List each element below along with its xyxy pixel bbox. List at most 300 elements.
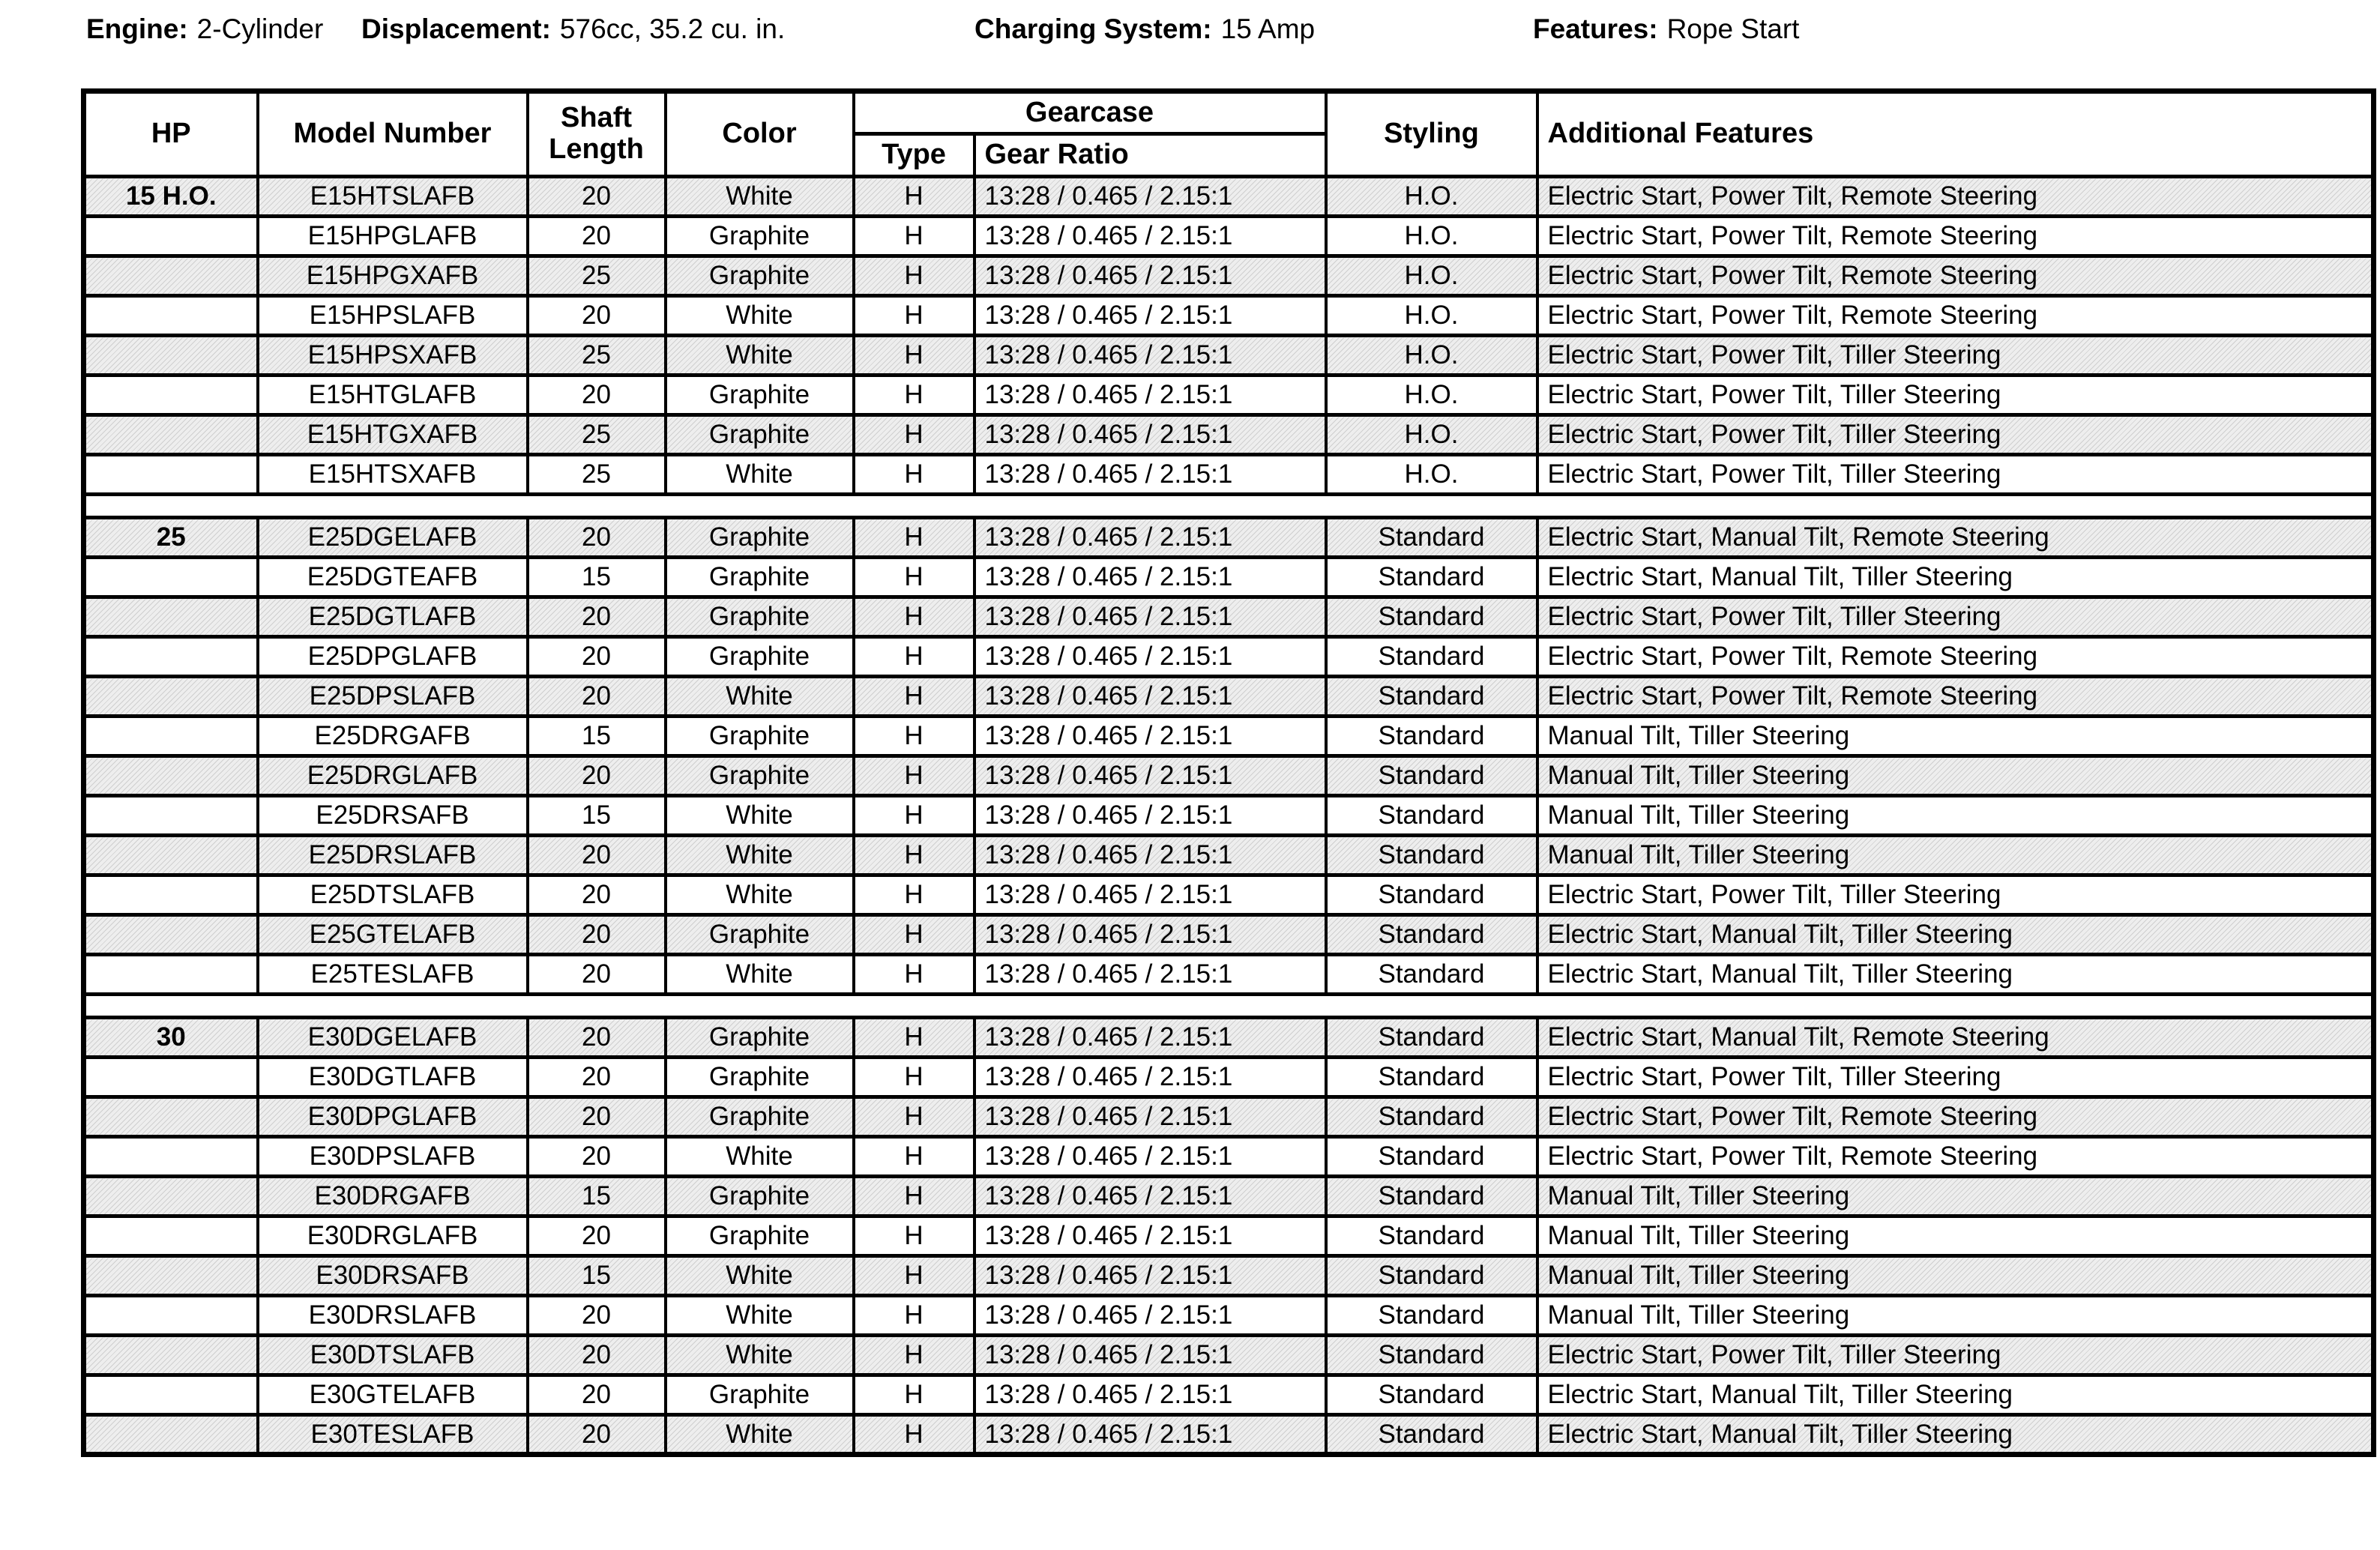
color-cell: Graphite	[666, 597, 854, 637]
table-row	[84, 1336, 2374, 1375]
charging-system-label: Charging System:	[974, 13, 1212, 44]
type-cell: H	[854, 915, 974, 955]
shaft-cell: 20	[528, 1058, 666, 1097]
color-cell: Graphite	[666, 717, 854, 756]
features-cell: Electric Start, Manual Tilt, Tiller Steering	[1537, 558, 2374, 597]
styling-cell: Standard	[1326, 1216, 1537, 1256]
model-cell: E30TESLAFB	[258, 1415, 528, 1455]
model-cell: E25DPGLAFB	[258, 637, 528, 677]
model-cell: E25DRGAFB	[258, 717, 528, 756]
charging-system-value: 15 Amp	[1220, 13, 1316, 44]
hp-cell	[84, 415, 258, 455]
type-cell: H	[854, 875, 974, 915]
table-row	[84, 177, 2374, 217]
model-cell: E15HTSXAFB	[258, 455, 528, 495]
type-cell: H	[854, 955, 974, 995]
shaft-cell: 20	[528, 1296, 666, 1336]
model-cell: E15HTGLAFB	[258, 376, 528, 415]
hp-cell	[84, 756, 258, 796]
ratio-cell: 13:28 / 0.465 / 2.15:1	[974, 597, 1326, 637]
engine-label: Engine:	[86, 13, 188, 44]
table-row	[84, 558, 2374, 597]
shaft-cell: 20	[528, 1336, 666, 1375]
shaft-cell: 20	[528, 376, 666, 415]
type-cell: H	[854, 1018, 974, 1058]
group-separator-row	[84, 995, 2374, 1018]
model-cell: E25TESLAFB	[258, 955, 528, 995]
features-cell: Electric Start, Power Tilt, Tiller Steering	[1537, 1336, 2374, 1375]
table-row	[84, 955, 2374, 995]
model-cell: E25DGTLAFB	[258, 597, 528, 637]
model-cell: E15HTSLAFB	[258, 177, 528, 217]
ratio-cell: 13:28 / 0.465 / 2.15:1	[974, 376, 1326, 415]
ratio-cell: 13:28 / 0.465 / 2.15:1	[974, 518, 1326, 558]
model-cell: E15HPGLAFB	[258, 217, 528, 256]
ratio-cell: 13:28 / 0.465 / 2.15:1	[974, 1137, 1326, 1177]
color-cell: White	[666, 1256, 854, 1296]
ratio-cell: 13:28 / 0.465 / 2.15:1	[974, 415, 1326, 455]
header-row-1	[84, 91, 2374, 134]
shaft-cell: 15	[528, 1256, 666, 1296]
shaft-cell: 20	[528, 875, 666, 915]
ratio-cell: 13:28 / 0.465 / 2.15:1	[974, 1216, 1326, 1256]
model-cell: E30DRGAFB	[258, 1177, 528, 1216]
table-row	[84, 756, 2374, 796]
shaft-cell: 20	[528, 177, 666, 217]
styling-cell: Standard	[1326, 796, 1537, 836]
shaft-cell: 15	[528, 1177, 666, 1216]
ratio-cell: 13:28 / 0.465 / 2.15:1	[974, 1097, 1326, 1137]
features-cell: Electric Start, Power Tilt, Remote Steering	[1537, 217, 2374, 256]
model-cell: E25DRSLAFB	[258, 836, 528, 875]
model-cell: E25DTSLAFB	[258, 875, 528, 915]
hp-cell	[84, 836, 258, 875]
group-separator-row	[84, 495, 2374, 518]
features-cell: Electric Start, Manual Tilt, Tiller Steering	[1537, 1375, 2374, 1415]
color-cell: Graphite	[666, 1375, 854, 1415]
features-cell: Electric Start, Power Tilt, Remote Steering	[1537, 1137, 2374, 1177]
type-cell: H	[854, 1216, 974, 1256]
styling-cell: Standard	[1326, 558, 1537, 597]
model-cell: E25DGTEAFB	[258, 558, 528, 597]
hp-cell	[84, 256, 258, 296]
col-header-gear-ratio: Gear Ratio	[974, 134, 1326, 177]
ratio-cell: 13:28 / 0.465 / 2.15:1	[974, 1058, 1326, 1097]
shaft-cell: 25	[528, 415, 666, 455]
model-cell: E30DGELAFB	[258, 1018, 528, 1058]
displacement-value: 576cc, 35.2 cu. in.	[559, 13, 786, 44]
type-cell: H	[854, 217, 974, 256]
table-row	[84, 376, 2374, 415]
type-cell: H	[854, 177, 974, 217]
model-cell: E30DRSAFB	[258, 1256, 528, 1296]
ratio-cell: 13:28 / 0.465 / 2.15:1	[974, 256, 1326, 296]
color-cell: White	[666, 796, 854, 836]
table-row	[84, 1375, 2374, 1415]
table-row	[84, 1177, 2374, 1216]
color-cell: Graphite	[666, 518, 854, 558]
features-cell: Electric Start, Power Tilt, Tiller Steering	[1537, 597, 2374, 637]
styling-cell: Standard	[1326, 677, 1537, 717]
styling-cell: Standard	[1326, 915, 1537, 955]
table-row	[84, 717, 2374, 756]
features-value: Rope Start	[1666, 13, 1800, 44]
styling-cell: Standard	[1326, 955, 1537, 995]
hp-cell	[84, 217, 258, 256]
color-cell: White	[666, 336, 854, 376]
ratio-cell: 13:28 / 0.465 / 2.15:1	[974, 1256, 1326, 1296]
features-cell: Electric Start, Power Tilt, Remote Steering	[1537, 1097, 2374, 1137]
features-cell: Manual Tilt, Tiller Steering	[1537, 717, 2374, 756]
type-cell: H	[854, 376, 974, 415]
styling-cell: Standard	[1326, 717, 1537, 756]
color-cell: White	[666, 1296, 854, 1336]
color-cell: Graphite	[666, 915, 854, 955]
styling-cell: Standard	[1326, 1336, 1537, 1375]
features-cell: Electric Start, Power Tilt, Tiller Steering	[1537, 455, 2374, 495]
hp-cell: 30	[84, 1018, 258, 1058]
styling-cell: Standard	[1326, 1137, 1537, 1177]
table-row	[84, 875, 2374, 915]
color-cell: Graphite	[666, 217, 854, 256]
ratio-cell: 13:28 / 0.465 / 2.15:1	[974, 717, 1326, 756]
type-cell: H	[854, 637, 974, 677]
styling-cell: Standard	[1326, 1375, 1537, 1415]
color-cell: White	[666, 875, 854, 915]
table-row	[84, 1256, 2374, 1296]
ratio-cell: 13:28 / 0.465 / 2.15:1	[974, 455, 1326, 495]
displacement-label: Displacement:	[361, 13, 551, 44]
ratio-cell: 13:28 / 0.465 / 2.15:1	[974, 1296, 1326, 1336]
displacement-spec	[361, 12, 785, 46]
table-row	[84, 597, 2374, 637]
shaft-cell: 20	[528, 1097, 666, 1137]
color-cell: Graphite	[666, 1018, 854, 1058]
styling-cell: Standard	[1326, 1097, 1537, 1137]
type-cell: H	[854, 836, 974, 875]
shaft-cell: 20	[528, 677, 666, 717]
type-cell: H	[854, 296, 974, 336]
styling-cell: Standard	[1326, 597, 1537, 637]
model-cell: E30DPGLAFB	[258, 1097, 528, 1137]
hp-cell	[84, 796, 258, 836]
table-row	[84, 836, 2374, 875]
styling-cell: Standard	[1326, 1177, 1537, 1216]
ratio-cell: 13:28 / 0.465 / 2.15:1	[974, 1018, 1326, 1058]
type-cell: H	[854, 796, 974, 836]
model-cell: E15HPSLAFB	[258, 296, 528, 336]
shaft-cell: 20	[528, 518, 666, 558]
shaft-cell: 20	[528, 597, 666, 637]
table-row	[84, 336, 2374, 376]
styling-cell: Standard	[1326, 875, 1537, 915]
hp-cell	[84, 1415, 258, 1455]
hp-cell	[84, 455, 258, 495]
styling-cell: Standard	[1326, 1415, 1537, 1455]
hp-cell: 15 H.O.	[84, 177, 258, 217]
styling-cell: H.O.	[1326, 455, 1537, 495]
shaft-cell: 20	[528, 1137, 666, 1177]
ratio-cell: 13:28 / 0.465 / 2.15:1	[974, 637, 1326, 677]
styling-cell: H.O.	[1326, 296, 1537, 336]
hp-cell	[84, 1256, 258, 1296]
col-header-model-number: Model Number	[258, 91, 528, 177]
col-header-styling: Styling	[1326, 91, 1537, 177]
col-header-color: Color	[666, 91, 854, 177]
ratio-cell: 13:28 / 0.465 / 2.15:1	[974, 1177, 1326, 1216]
table-row	[84, 1097, 2374, 1137]
ratio-cell: 13:28 / 0.465 / 2.15:1	[974, 1336, 1326, 1375]
ratio-cell: 13:28 / 0.465 / 2.15:1	[974, 1415, 1326, 1455]
col-header-additional-features: Additional Features	[1537, 91, 2374, 177]
styling-cell: Standard	[1326, 1256, 1537, 1296]
hp-cell	[84, 1137, 258, 1177]
type-cell: H	[854, 717, 974, 756]
color-cell: Graphite	[666, 1216, 854, 1256]
table-row	[84, 455, 2374, 495]
features-cell: Electric Start, Power Tilt, Remote Steering	[1537, 296, 2374, 336]
ratio-cell: 13:28 / 0.465 / 2.15:1	[974, 296, 1326, 336]
color-cell: White	[666, 955, 854, 995]
ratio-cell: 13:28 / 0.465 / 2.15:1	[974, 756, 1326, 796]
type-cell: H	[854, 677, 974, 717]
styling-cell: Standard	[1326, 836, 1537, 875]
hp-cell	[84, 677, 258, 717]
ratio-cell: 13:28 / 0.465 / 2.15:1	[974, 955, 1326, 995]
model-cell: E25GTELAFB	[258, 915, 528, 955]
shaft-cell: 20	[528, 915, 666, 955]
col-header-hp: HP	[84, 91, 258, 177]
features-cell: Electric Start, Manual Tilt, Remote Steering	[1537, 1018, 2374, 1058]
ratio-cell: 13:28 / 0.465 / 2.15:1	[974, 796, 1326, 836]
shaft-cell: 20	[528, 1415, 666, 1455]
table-row	[84, 1415, 2374, 1455]
styling-cell: H.O.	[1326, 177, 1537, 217]
type-cell: H	[854, 558, 974, 597]
shaft-cell: 25	[528, 336, 666, 376]
shaft-cell: 20	[528, 1375, 666, 1415]
type-cell: H	[854, 756, 974, 796]
features-cell: Manual Tilt, Tiller Steering	[1537, 1296, 2374, 1336]
type-cell: H	[854, 1375, 974, 1415]
hp-cell	[84, 1296, 258, 1336]
table-row	[84, 677, 2374, 717]
color-cell: White	[666, 296, 854, 336]
table-row	[84, 915, 2374, 955]
model-cell: E30DRSLAFB	[258, 1296, 528, 1336]
styling-cell: Standard	[1326, 1018, 1537, 1058]
model-cell: E25DGELAFB	[258, 518, 528, 558]
color-cell: Graphite	[666, 415, 854, 455]
model-cell: E25DPSLAFB	[258, 677, 528, 717]
table-row	[84, 637, 2374, 677]
type-cell: H	[854, 1336, 974, 1375]
type-cell: H	[854, 1058, 974, 1097]
hp-cell	[84, 1097, 258, 1137]
features-cell: Electric Start, Power Tilt, Tiller Steering	[1537, 415, 2374, 455]
hp-cell	[84, 558, 258, 597]
shaft-cell: 15	[528, 796, 666, 836]
model-cell: E25DRSAFB	[258, 796, 528, 836]
group-separator-cell	[84, 495, 2374, 518]
model-cell: E25DRGLAFB	[258, 756, 528, 796]
table-row	[84, 518, 2374, 558]
model-cell: E30DTSLAFB	[258, 1336, 528, 1375]
styling-cell: H.O.	[1326, 376, 1537, 415]
shaft-cell: 25	[528, 256, 666, 296]
type-cell: H	[854, 1415, 974, 1455]
features-cell: Manual Tilt, Tiller Steering	[1537, 1177, 2374, 1216]
styling-cell: H.O.	[1326, 415, 1537, 455]
features-cell: Electric Start, Power Tilt, Remote Steering	[1537, 677, 2374, 717]
ratio-cell: 13:28 / 0.465 / 2.15:1	[974, 558, 1326, 597]
engine-spec	[86, 12, 323, 46]
charging-system-spec	[974, 12, 1315, 46]
ratio-cell: 13:28 / 0.465 / 2.15:1	[974, 177, 1326, 217]
hp-cell	[84, 296, 258, 336]
engine-specs-line	[0, 12, 2380, 49]
hp-cell	[84, 717, 258, 756]
styling-cell: Standard	[1326, 637, 1537, 677]
features-cell: Electric Start, Power Tilt, Tiller Steering	[1537, 875, 2374, 915]
table-row	[84, 217, 2374, 256]
color-cell: Graphite	[666, 1058, 854, 1097]
hp-cell	[84, 1336, 258, 1375]
features-cell: Electric Start, Manual Tilt, Tiller Steering	[1537, 955, 2374, 995]
type-cell: H	[854, 1137, 974, 1177]
type-cell: H	[854, 1097, 974, 1137]
features-cell: Electric Start, Manual Tilt, Tiller Steering	[1537, 915, 2374, 955]
table-row	[84, 1296, 2374, 1336]
shaft-cell: 25	[528, 455, 666, 495]
type-cell: H	[854, 256, 974, 296]
color-cell: Graphite	[666, 256, 854, 296]
table-row	[84, 415, 2374, 455]
color-cell: Graphite	[666, 637, 854, 677]
ratio-cell: 13:28 / 0.465 / 2.15:1	[974, 217, 1326, 256]
ratio-cell: 13:28 / 0.465 / 2.15:1	[974, 1375, 1326, 1415]
color-cell: White	[666, 1336, 854, 1375]
color-cell: White	[666, 1137, 854, 1177]
hp-cell	[84, 1375, 258, 1415]
features-cell: Electric Start, Power Tilt, Tiller Steering	[1537, 376, 2374, 415]
features-cell: Electric Start, Power Tilt, Remote Steering	[1537, 637, 2374, 677]
engine-value: 2-Cylinder	[196, 13, 324, 44]
hp-cell	[84, 597, 258, 637]
ratio-cell: 13:28 / 0.465 / 2.15:1	[974, 875, 1326, 915]
shaft-cell: 20	[528, 955, 666, 995]
model-cell: E30DGTLAFB	[258, 1058, 528, 1097]
styling-cell: Standard	[1326, 1296, 1537, 1336]
table-row	[84, 296, 2374, 336]
hp-cell	[84, 915, 258, 955]
color-cell: White	[666, 836, 854, 875]
type-cell: H	[854, 597, 974, 637]
hp-cell	[84, 336, 258, 376]
model-cell: E15HTGXAFB	[258, 415, 528, 455]
features-label: Features:	[1533, 13, 1658, 44]
table-row	[84, 1137, 2374, 1177]
col-header-type: Type	[854, 134, 974, 177]
color-cell: Graphite	[666, 376, 854, 415]
shaft-cell: 20	[528, 1216, 666, 1256]
hp-cell	[84, 1058, 258, 1097]
features-cell: Electric Start, Manual Tilt, Remote Steering	[1537, 518, 2374, 558]
features-cell: Manual Tilt, Tiller Steering	[1537, 1216, 2374, 1256]
shaft-cell: 20	[528, 1018, 666, 1058]
table-row	[84, 1216, 2374, 1256]
table-row	[84, 256, 2374, 296]
group-separator-cell	[84, 995, 2374, 1018]
model-cell: E15HPSXAFB	[258, 336, 528, 376]
shaft-cell: 20	[528, 756, 666, 796]
spec-table-body	[84, 177, 2374, 1455]
styling-cell: Standard	[1326, 518, 1537, 558]
styling-cell: H.O.	[1326, 217, 1537, 256]
styling-cell: H.O.	[1326, 336, 1537, 376]
type-cell: H	[854, 1256, 974, 1296]
features-cell: Manual Tilt, Tiller Steering	[1537, 1256, 2374, 1296]
color-cell: White	[666, 1415, 854, 1455]
features-cell: Electric Start, Power Tilt, Remote Steering	[1537, 177, 2374, 217]
hp-cell: 25	[84, 518, 258, 558]
features-cell: Manual Tilt, Tiller Steering	[1537, 836, 2374, 875]
model-cell: E30DPSLAFB	[258, 1137, 528, 1177]
color-cell: Graphite	[666, 1097, 854, 1137]
shaft-cell: 20	[528, 637, 666, 677]
table-row	[84, 796, 2374, 836]
styling-cell: Standard	[1326, 756, 1537, 796]
model-cell: E30GTELAFB	[258, 1375, 528, 1415]
features-cell: Electric Start, Manual Tilt, Tiller Steering	[1537, 1415, 2374, 1455]
features-cell: Manual Tilt, Tiller Steering	[1537, 756, 2374, 796]
table-header	[84, 91, 2374, 177]
type-cell: H	[854, 1296, 974, 1336]
color-cell: Graphite	[666, 1177, 854, 1216]
model-cell: E15HPGXAFB	[258, 256, 528, 296]
shaft-cell: 20	[528, 217, 666, 256]
features-cell: Electric Start, Power Tilt, Tiller Steering	[1537, 336, 2374, 376]
type-cell: H	[854, 1177, 974, 1216]
col-header-gearcase: Gearcase	[854, 91, 1326, 134]
hp-cell	[84, 1216, 258, 1256]
color-cell: Graphite	[666, 756, 854, 796]
hp-cell	[84, 1177, 258, 1216]
ratio-cell: 13:28 / 0.465 / 2.15:1	[974, 336, 1326, 376]
model-cell: E30DRGLAFB	[258, 1216, 528, 1256]
shaft-cell: 15	[528, 717, 666, 756]
table-row	[84, 1058, 2374, 1097]
ratio-cell: 13:28 / 0.465 / 2.15:1	[974, 836, 1326, 875]
hp-cell	[84, 955, 258, 995]
type-cell: H	[854, 518, 974, 558]
hp-cell	[84, 875, 258, 915]
ratio-cell: 13:28 / 0.465 / 2.15:1	[974, 915, 1326, 955]
color-cell: Graphite	[666, 558, 854, 597]
shaft-cell: 20	[528, 296, 666, 336]
color-cell: White	[666, 677, 854, 717]
features-spec	[1533, 12, 1799, 46]
shaft-cell: 15	[528, 558, 666, 597]
col-header-shaft-length: Shaft Length	[528, 91, 666, 177]
hp-cell	[84, 637, 258, 677]
styling-cell: Standard	[1326, 1058, 1537, 1097]
shaft-cell: 20	[528, 836, 666, 875]
type-cell: H	[854, 415, 974, 455]
hp-cell	[84, 376, 258, 415]
color-cell: White	[666, 177, 854, 217]
color-cell: White	[666, 455, 854, 495]
